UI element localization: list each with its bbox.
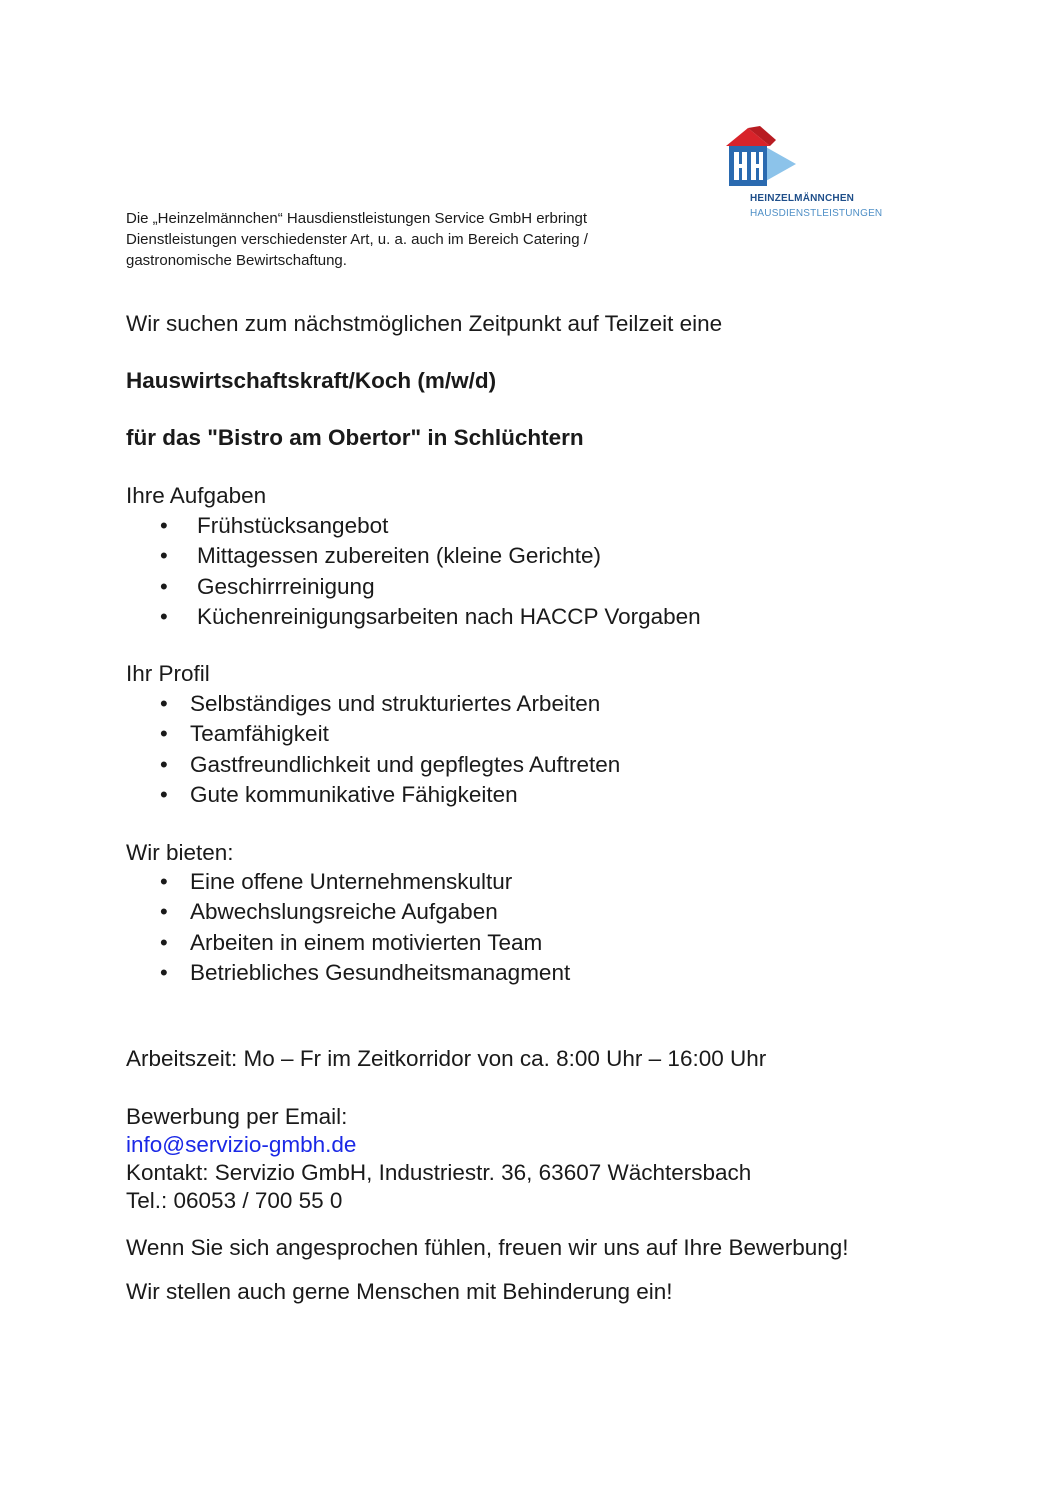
list-item: • Selbständiges und strukturiertes Arbeiten — [160, 691, 601, 716]
job-location: für das "Bistro am Obertor" in Schlüchtern — [126, 425, 584, 450]
offer-heading: Wir bieten: — [126, 840, 234, 865]
application-label: Bewerbung per Email: — [126, 1104, 348, 1129]
list-item: • Eine offene Unternehmenskultur — [160, 869, 513, 894]
list-item: • Teamfähigkeit — [160, 721, 329, 747]
intro-line: Dienstleistungen verschiedenster Art, u. a. auch im Bereich Catering / — [126, 231, 588, 248]
house-logo-icon — [724, 124, 804, 190]
contact-address: Kontakt: Servizio GmbH, Industriestr. 36, 63607 Wächtersbach — [126, 1160, 752, 1185]
closing-line: Wenn Sie sich angesprochen fühlen, freuen wir uns auf Ihre Bewerbung! — [126, 1235, 849, 1260]
closing-line: Wir stellen auch gerne Menschen mit Behinderung ein! — [126, 1279, 673, 1304]
list-item: • Gute kommunikative Fähigkeiten — [160, 781, 518, 807]
intro-line: Die „Heinzelmännchen“ Hausdienstleistungen Service GmbH erbringt — [126, 210, 588, 227]
list-item: • Gastfreundlichkeit und gepflegtes Auftreten — [160, 751, 621, 777]
job-title: Hauswirtschaftskraft/Koch (m/w/d) — [126, 368, 497, 393]
list-item: • Geschirrreinigung — [160, 573, 375, 599]
intro-paragraph — [126, 208, 686, 271]
list-item: • Mittagessen zubereiten (kleine Gerichte) — [160, 543, 601, 569]
logo-subtitle: HAUSDIENSTLEISTUNGEN — [750, 208, 883, 219]
worktime: Arbeitszeit: Mo – Fr im Zeitkorridor von ca. 8:00 Uhr – 16:00 Uhr — [126, 1046, 767, 1071]
search-line: Wir suchen zum nächstmöglichen Zeitpunkt auf Teilzeit eine — [126, 311, 723, 336]
list-item: • Betriebliches Gesundheitsmanagment — [160, 959, 571, 985]
list-item: • Arbeiten in einem motivierten Team — [160, 929, 543, 955]
profile-list — [160, 689, 621, 810]
offer-list — [160, 867, 571, 988]
profile-heading: Ihr Profil — [126, 661, 210, 686]
list-item: • Abwechslungsreiche Aufgaben — [160, 899, 498, 925]
logo-title: HEINZELMÄNNCHEN — [750, 193, 855, 204]
intro-line: gastronomische Bewirtschaftung. — [126, 252, 347, 269]
contact-phone: Tel.: 06053 / 700 55 0 — [126, 1188, 343, 1213]
list-item: • Küchenreinigungsarbeiten nach HACCP Vorgaben — [160, 603, 701, 629]
company-logo — [724, 124, 904, 224]
list-item: • Frühstücksangebot — [160, 513, 389, 538]
email-link[interactable]: info@servizio-gmbh.de — [126, 1132, 357, 1157]
tasks-heading: Ihre Aufgaben — [126, 483, 267, 508]
tasks-list — [160, 511, 701, 632]
